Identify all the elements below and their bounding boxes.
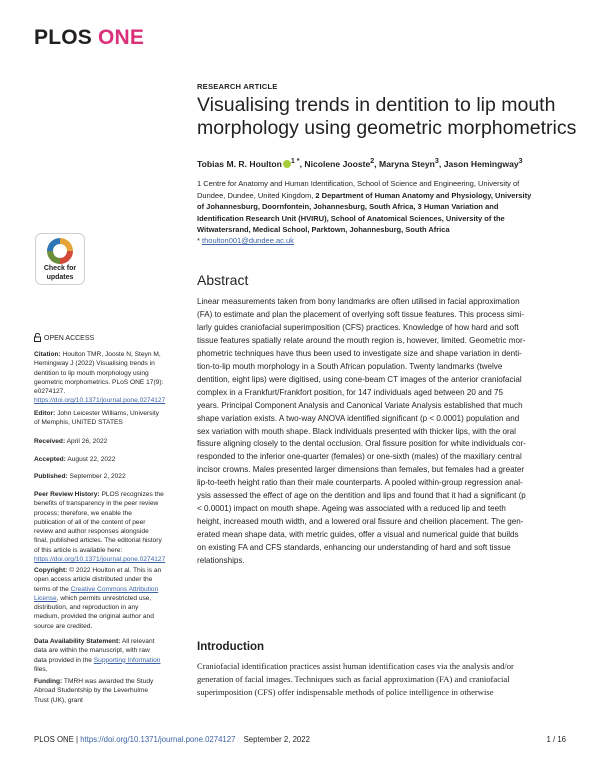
corresponding-star: * [197,236,200,245]
license-link[interactable]: Creative Commons Attribution License [34,585,159,602]
copyright-text-b: , which permits unrestricted use, distribution, and reproduction in any medium, provided the original author and source are credited. [34,594,154,630]
author-list: Tobias M. R. Houlton $^{1 *}$, Nicolene Jooste$^2$, Maryna Steyn$^3$, Jason Hemingway$^3$ [197,157,523,169]
article-type: RESEARCH ARTICLE [197,82,278,91]
article-title: Visualising trends in dentition to lip mouth morphology using geometric morphometrics [197,94,577,139]
abstract-line: larly guides craniofacial superimposition (CFS) practices. Knowledge of how hard and soft [197,322,519,332]
author-name[interactable]: Nicolene Jooste [304,158,371,169]
open-lock-icon [34,333,41,342]
abstract-line: on existing FA and CFS standards, enhancing our understanding of hard and soft tissue [197,543,511,553]
author-name[interactable]: Jason Hemingway [443,158,519,169]
introduction-body [197,660,567,698]
footer-separator: | [73,735,81,744]
footer-journal: PLOS ONE [34,735,74,744]
footer-doi-link[interactable]: https://doi.org/10.1371/journal.pone.0274127 [80,735,236,744]
data-availability-text-b: files. [34,665,48,673]
affiliation-1: 1 Centre for Anatomy and Human Identification, School of Science and Engineering, University of Dundee, Dundee, United Kingdom, [197,179,520,200]
published-date: September 2, 2022 [69,473,126,480]
abstract-line: (FA) to estimate and plan the placement of overlying soft tissue features. This process simi- [197,309,524,319]
accepted-date: August 22, 2022 [67,456,116,463]
funding-block [34,677,164,705]
abstract-line: Linear measurements taken from bony landmarks are often utilised in facial approximation [197,297,520,306]
copyright-block [34,566,164,631]
author-sup: 1 * [290,157,300,165]
citation-text: Houlton TMR, Jooste N, Steyn M, Hemingway J (2022) Visualising trends in dentition to lip mouth morphology using geometric morphometrics. PLoS ONE 17(9): e0274127. [34,351,164,396]
accepted-label: Accepted: [34,456,66,463]
abstract-line: incisor crowns. Males presented larger dimensions than females, but females had a greater [197,465,525,475]
author-sup: 3 [518,157,523,165]
abstract-line: sex variation with mouth shape. Black individuals presented with thicker lips, with the oral [197,426,516,436]
abstract-line: dentition, eight lips) were digitised, using cone-beam CT images of the anterior craniofacial [197,374,522,384]
open-access-label [34,333,164,343]
abstract-line: shape variation exists. A two-way ANOVA identified significant (p < 0.0001) population and [197,413,520,423]
peer-review-text: PLOS recognizes the benefits of transparency in the peer review process; therefore, we enable the publication of all of the content of peer review and author responses alongside final, published articles. The editorial history of this article is available here: [34,491,164,554]
abstract-line: ysis assessed the effect of age on the dentition and lips and found that it had a significant (p [197,491,526,501]
open-access-text: OPEN ACCESS [44,335,95,342]
published-block [34,472,164,481]
logo-plos: PLOS [34,26,92,49]
data-availability-text-a: All relevant data are within the manuscript, with raw data provided in the [34,638,155,664]
received-date: April 26, 2022 [66,438,108,445]
copyright-text-a: © 2022 Houlton et al. This is an open access article distributed under the terms of the [34,567,162,593]
received-label: Received: [34,438,66,445]
peer-review-label: Peer Review History: [34,491,100,498]
corresponding-author [197,236,567,245]
affiliation-3: 3 Human Variation and Identification Research Unit (HVIRU), School of Anatomical Sciences, University of the Witwatersrand, Medical School, Parktown, Johannesburg, South Africa [197,202,505,235]
abstract-line: lip-to-teeth height ratio than their male counterparts. A pooled within-group regression anal- [197,478,523,488]
citation-block [34,350,164,406]
data-availability-label: Data Availability Statement: [34,638,121,645]
intro-line: generation of facial images. Techniques such as facial approximation (FA) and craniofacial [197,673,510,684]
abstract-line: complex in a Frankfurt/Frankfort position, for 147 individuals aged between 20 and 75 [197,387,503,397]
check-for-updates-badge[interactable] [35,233,85,285]
funding-label: Funding: [34,678,63,685]
received-block [34,437,164,446]
abstract-line: tion-to-lip mouth morphology in a South African population. Twenty landmarks (twelve [197,361,503,371]
abstract-line: < 0.0001) impact on mouth shape. Ageing was associated with a reduced lip and teeth [197,504,506,514]
citation-label: Citation: [34,351,61,358]
editor-block [34,409,164,428]
abstract-heading: Abstract [197,272,249,288]
author-sup: 3 [434,157,439,165]
page-number: 1 / 16 [546,735,566,744]
abstract-line: years. Principal Component Analysis and Canonical Variate Analysis established that much [197,400,523,410]
badge-line-2: updates [46,273,74,281]
abstract-line: fissure aligning closely to the dental occlusion. Oral fissure position for white individuals cor- [197,439,526,449]
footer-date: September 2, 2022 [243,735,310,744]
page-footer [34,735,566,744]
author-sup: 2 [370,157,375,165]
accepted-block [34,455,164,464]
copyright-label: Copyright: [34,567,68,574]
author-name[interactable]: Tobias M. R. Houlton [197,158,282,169]
published-label: Published: [34,473,68,480]
abstract-line: responded to the inferior one-quarter (females) or one-sixth (males) of the maxillary central [197,452,522,462]
peer-review-block [34,490,164,564]
editor-text: John Leicester Williams, University of Memphis, UNITED STATES [34,410,159,427]
abstract-line: height, increased mouth width, and a lowered oral fissure and cheilion placement. The gen- [197,517,524,527]
corresponding-email-link[interactable]: thoulton001@dundee.ac.uk [202,236,294,245]
peer-review-link[interactable]: https://doi.org/10.1371/journal.pone.0274127 [34,556,166,564]
affiliations [197,178,537,236]
data-availability-block [34,637,164,674]
abstract-line: phometric techniques have thus been used to investigate size and shape variation in denti- [197,348,522,358]
intro-line: Craniofacial identification practices assist human identification cases via the analysis and/or [197,661,514,671]
intro-line: superimposition (CFS) offer indispensable methods of police intelligence in otherwise [197,686,494,697]
editor-label: Editor: [34,410,56,417]
abstract-line: tissue features spatially relate around the mouth region is, however, limited. Geometric mor- [197,335,526,345]
abstract-body [197,296,567,568]
affiliation-2: 2 Department of Human Anatomy and Physiology, University of Johannesburg, Doornfontein, Johannesburg, South Africa, [197,190,532,212]
funding-text: TMRH was awarded the Study Abroad Studentship by the Leverhulme Trust (UK), grant [34,678,154,704]
citation-doi-link[interactable]: https://doi.org/10.1371/journal.pone.0274127 [34,397,166,405]
supporting-information-link[interactable]: Supporting Information [93,656,161,664]
introduction-heading: Introduction [197,641,265,653]
author-name[interactable]: Maryna Steyn [379,158,435,169]
logo-one: ONE [97,26,145,49]
orcid-icon[interactable] [283,160,291,168]
abstract-line: relationships. [197,556,245,566]
abstract-line: erated mean shape data, with metric guides, offer a visual and numerical guide that builds [197,530,519,540]
journal-logo [34,26,144,50]
badge-line-1: Check for [43,265,77,272]
